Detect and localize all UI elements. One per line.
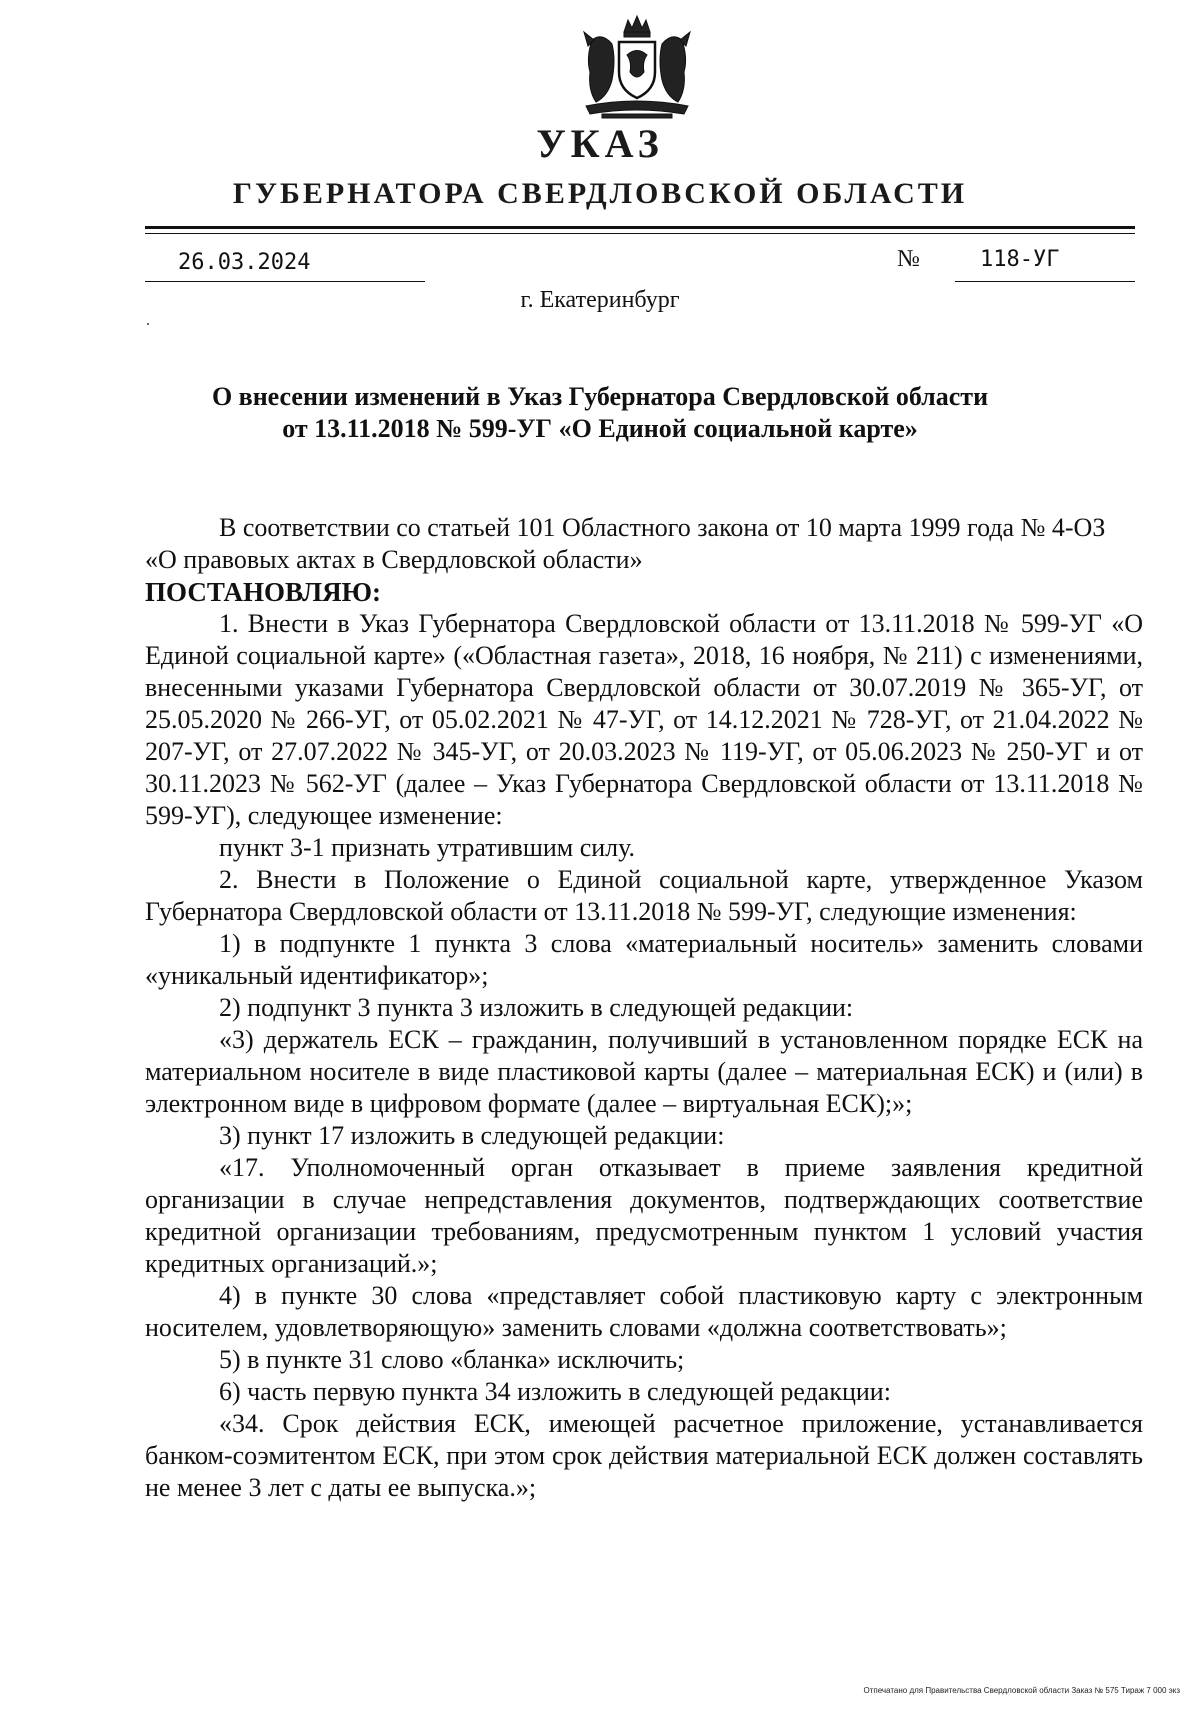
decree-number: 118-УГ [980,247,1060,272]
paragraph-2-item-4: 4) в пункте 30 слова «представляет собой пластиковую карту с электронным носителем, удовлетворяющую» заменить словами «должна соответствовать»; [145,1281,1143,1342]
decree-word: ПОСТАНОВЛЯЮ: [145,577,381,607]
date-underline [145,281,425,282]
document-heading [0,381,1200,445]
document-body [145,512,1143,1504]
paragraph-1a: пункт 3-1 признать утратившим силу. [219,833,636,862]
decree-subtitle: ГУБЕРНАТОРА СВЕРДЛОВСКОЙ ОБЛАСТИ [232,177,968,210]
number-sign: № [897,246,920,272]
header-divider-thin [145,233,1135,234]
decree-date: 26.03.2024 [178,250,311,275]
paragraph-2-item-6: 6) часть первую пункта 34 изложить в следующей редакции: [219,1377,891,1406]
paragraph-2-item-6-quote: «34. Срок действия ЕСК, имеющей расчетное приложение, устанавливается банком-соэмитентом ЕСК, при этом срок действия материальной ЕСК должен составлять не менее 3 лет с даты ее выпуска.»; [145,1409,1143,1502]
coat-of-arms-icon [572,10,702,130]
heading-line-1: О внесении изменений в Указ Губернатора Свердловской области [211,382,989,411]
paragraph-2-item-2-quote: «3) держатель ЕСК – гражданин, получивший в установленном порядке ЕСК на материальном носителе в виде пластиковой карты (далее – материальная ЕСК) и (или) в электронном виде в цифровом формате (далее – виртуальная ЕСК);»; [145,1025,1143,1118]
paragraph-2-item-3-quote: «17. Уполномоченный орган отказывает в приеме заявления кредитной организации в случае непредставления документов, подтверждающих соответствие кредитной организации требованиям, предусмотренным пунктом 1 условий участия кредитных организаций.»; [145,1153,1143,1278]
number-underline [955,281,1135,282]
paragraph-2-item-2: 2) подпункт 3 пункта 3 изложить в следующей редакции: [219,993,854,1022]
paragraph-2-item-5: 5) в пункте 31 слово «бланка» исключить; [219,1345,685,1374]
decree-title: УКАЗ [536,121,664,166]
city: г. Екатеринбург [520,287,680,313]
header-divider-thick [145,226,1135,229]
print-note: Отпечатано для Правительства Свердловской области Заказ № 575 Тираж 7 000 экз [863,1686,1180,1695]
paragraph-1: 1. Внести в Указ Губернатора Свердловской области от 13.11.2018 № 599-УГ «О Единой социальной карте» («Областная газета», 2018, 16 ноября, № 211) с изменениями, внесенными указами Губернатора Свердловской области от 30.07.2019 № 365-УГ, от 25.05.2020 № 266-УГ, от 05.02.2021 № 47-УГ, от 14.12.2021 № 728-УГ, от 21.04.2022 № 207-УГ, от 27.07.2022 № 345-УГ, от 20.03.2023 № 119-УГ, от 05.06.2023 № 250-УГ и от 30.11.2023 № 562-УГ (далее – Указ Губернатора Свердловской области от 13.11.2018 № 599-УГ), следующее изменение: [145,609,1143,830]
paragraph-2: 2. Внести в Положение о Единой социальной карте, утвержденное Указом Губернатора Свердловской области от 13.11.2018 № 599-УГ, следующие изменения: [145,865,1143,926]
preamble-paragraph: В соответствии со статьей 101 Областного закона от 10 марта 1999 года № 4-ОЗ «О правовых актах в Свердловской области» [145,513,1106,574]
paragraph-2-item-3: 3) пункт 17 изложить в следующей редакции: [219,1121,725,1150]
heading-line-2: от 13.11.2018 № 599-УГ «О Единой социальной карте» [282,414,918,443]
paragraph-2-item-1: 1) в подпункте 1 пункта 3 слова «материальный носитель» заменить словами «уникальный идентификатор»; [145,929,1143,990]
scan-speck [147,323,149,325]
